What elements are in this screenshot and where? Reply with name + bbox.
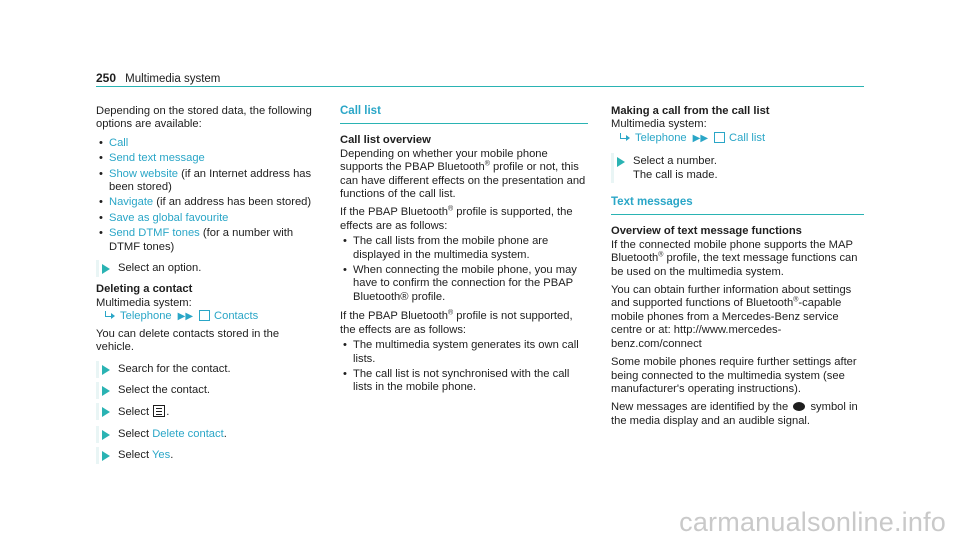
step-arrow-icon (102, 407, 110, 417)
call-list-heading: Call list (340, 105, 588, 124)
supported-list (340, 235, 588, 304)
unsupported-list (340, 339, 588, 395)
step-delete-contact: Select Delete contact. (96, 428, 318, 441)
call-from-list-heading: Making a call from the call list (611, 105, 770, 117)
step-arrow-icon (617, 157, 625, 167)
phone-icon (714, 132, 725, 143)
step-search-contact: Search for the contact. (96, 363, 318, 376)
link-call[interactable]: Call (109, 136, 129, 149)
unsupported-intro: If the PBAP Bluetooth® profile is not supported, the effects are as follows: (340, 309, 573, 336)
step-arrow-icon (102, 264, 110, 274)
step-select-menu: Select . (96, 405, 318, 419)
watermark: carmanualsonline.info (679, 506, 946, 537)
link-save-favourite[interactable]: Save as global favourite (109, 211, 229, 224)
step-arrow-icon (102, 451, 110, 461)
text-messages-heading: Text messages (611, 196, 864, 215)
step-result: The call is made. (633, 168, 718, 181)
list-item: • The multimedia system generates its own call lists. (340, 339, 588, 366)
page-header (96, 72, 220, 86)
list-item: • When connecting the mobile phone, you may have to confirm the connection for the PBAP Bluetooth® profile. (340, 264, 588, 304)
menu-path-contacts (96, 310, 318, 323)
delete-heading: Deleting a contact (96, 283, 193, 296)
header-divider (96, 86, 864, 87)
text-message-para2: You can obtain further information about settings and supported functions of Bluetooth®-capable mobile phones from a Mercedes-Benz service centre or at: http://www.mercedes-benz.com/connect (611, 284, 852, 350)
supported-intro: If the PBAP Bluetooth® profile is supported, the effects are as follows: (340, 205, 573, 232)
path-telephone[interactable]: Telephone (120, 310, 172, 323)
option-show-website: • Show website (if an Internet address has been stored) (96, 168, 318, 195)
text-message-overview-heading: Overview of text message functions (611, 225, 802, 238)
option-save-favourite (96, 212, 318, 225)
header-title: Multimedia system (125, 73, 221, 85)
options-list (96, 137, 318, 254)
link-send-dtmf[interactable]: Send DTMF tones (109, 227, 200, 240)
option-send-text (96, 152, 318, 165)
step-arrow-icon (102, 386, 110, 396)
path-arrow-icon (619, 133, 629, 142)
option-call (96, 137, 318, 150)
path-call-list[interactable]: Call list (729, 131, 766, 144)
double-chevron-icon: ▶▶ (692, 132, 709, 144)
link-show-website[interactable]: Show website (109, 167, 179, 180)
column-middle (340, 105, 588, 401)
step-select-yes: Select Yes. (96, 449, 318, 462)
delete-text: You can delete contacts stored in the vehicle. (96, 327, 280, 354)
page-number: 250 (96, 71, 117, 85)
search-icon (199, 310, 210, 321)
text-message-para4: New messages are identified by the symbol in the media display and an audible signal. (611, 401, 858, 427)
path-telephone[interactable]: Telephone (635, 131, 687, 144)
step-arrow-icon (102, 365, 110, 375)
step-arrow-icon (102, 430, 110, 440)
message-symbol-icon (793, 402, 805, 411)
system-label: Multimedia system: (611, 118, 707, 131)
link-navigate[interactable]: Navigate (109, 196, 154, 209)
list-item: • The call lists from the mobile phone are displayed in the multimedia system. (340, 235, 588, 262)
text-message-para1: If the connected mobile phone supports the MAP Bluetooth® profile, the text message functions can be used on the multimedia system. (611, 238, 858, 278)
step-select-number: Select a number. The call is made. (611, 155, 864, 182)
link-send-text[interactable]: Send text message (109, 152, 205, 165)
call-list-overview-text: Depending on whether your mobile phone supports the PBAP Bluetooth® profile or not, this can have different effects on the presentation and functions of the call list. (340, 147, 586, 201)
path-contacts[interactable]: Contacts (214, 310, 259, 323)
column-left (96, 105, 318, 471)
step-select-contact: Select the contact. (96, 384, 318, 397)
options-intro: Depending on the stored data, the following options are available: (96, 105, 312, 131)
double-chevron-icon: ▶▶ (177, 311, 194, 323)
menu-path-call-list (611, 132, 864, 145)
link-yes[interactable]: Yes (152, 449, 171, 462)
step-select-option: Select an option. (96, 262, 318, 275)
path-arrow-icon (104, 311, 114, 320)
list-item: • The call list is not synchronised with the call lists in the mobile phone. (340, 368, 588, 395)
option-navigate: • Navigate (if an address has been stored) (96, 196, 318, 209)
option-send-dtmf: • Send DTMF tones (for a number with DTMF tones) (96, 227, 318, 254)
system-label: Multimedia system: (96, 296, 192, 309)
text-message-para3: Some mobile phones require further settings after being connected to the multimedia system (see manufacturer's operating instructions). (611, 356, 857, 395)
link-delete-contact[interactable]: Delete contact (152, 427, 224, 440)
menu-icon (153, 405, 165, 417)
column-right (611, 105, 864, 433)
call-list-overview-heading: Call list overview (340, 134, 431, 147)
